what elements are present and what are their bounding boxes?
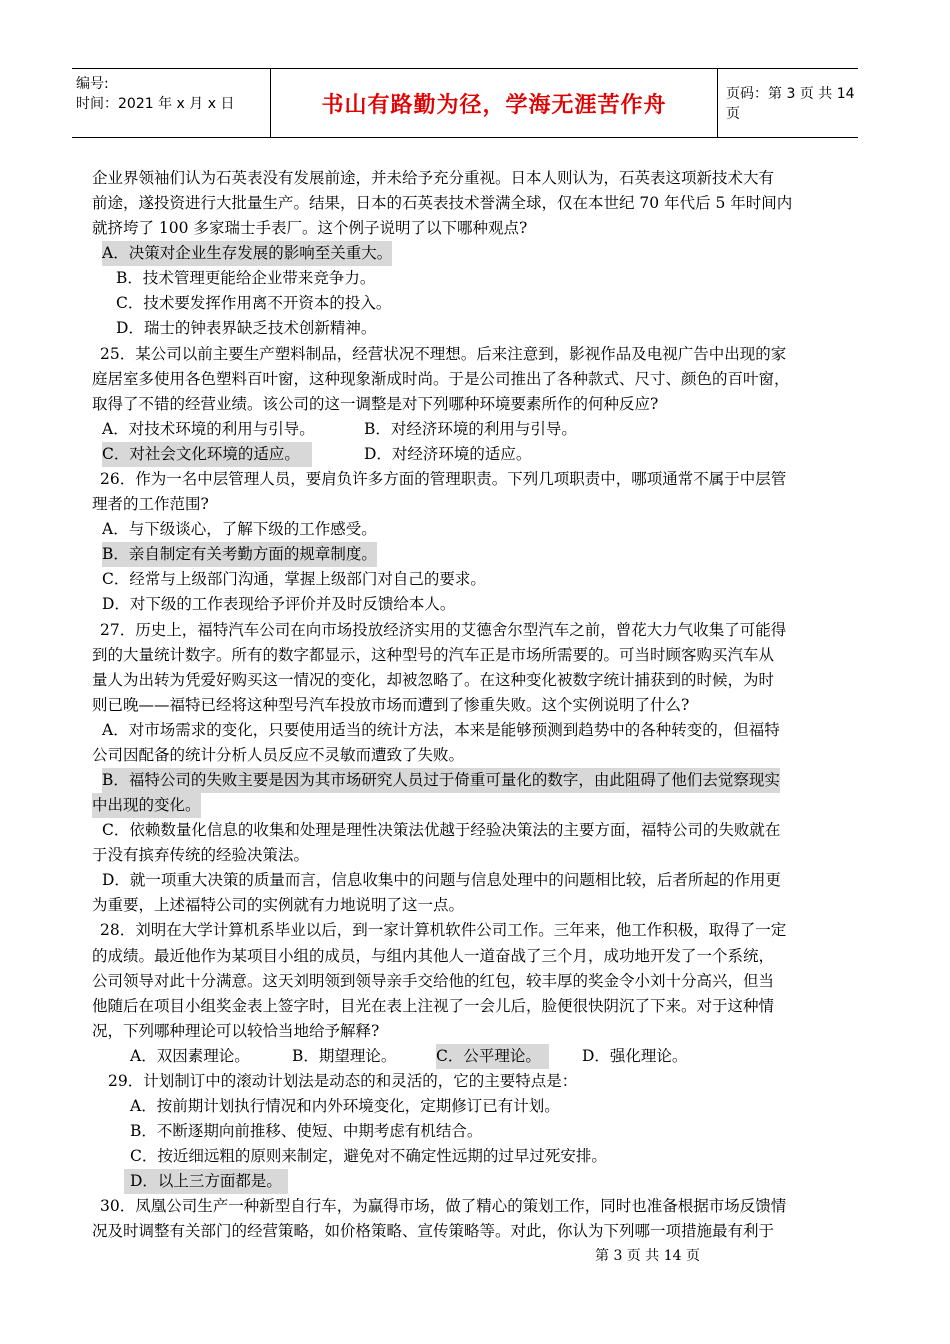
answer-option: A．按前期计划执行情况和内外环境变化，定期修订已有计划。 <box>130 1097 560 1115</box>
answer-option: A．对市场需求的变化，只要使用适当的统计方法，本来是能够预测到趋势中的各种转变的，但福特 <box>102 721 780 739</box>
date-label: 时间：2021 年 x 月 x 日 <box>76 96 235 112</box>
text-line: 理者的工作范围? <box>92 495 209 513</box>
text-line: 于没有摈弃传统的经验决策法。 <box>92 846 310 864</box>
header-left-cell <box>72 69 270 137</box>
answer-option: B．对经济环境的利用与引导。 <box>364 420 577 438</box>
answer-option: B．期望理论。 <box>292 1047 397 1065</box>
text-line: 为重要，上述福特公司的实例就有力地说明了这一点。 <box>92 896 465 914</box>
answer-option: C．经常与上级部门沟通，掌握上级部门对自己的要求。 <box>102 570 486 588</box>
serial-number-label: 编号: <box>76 76 109 92</box>
answer-option: C．依赖数量化信息的收集和处理是理性决策法优越于经验决策法的主要方面，福特公司的失败就在 <box>102 821 781 839</box>
answer-option: B．不断逐期向前推移、使短、中期考虑有机结合。 <box>130 1122 483 1140</box>
question-line: 30．凤凰公司生产一种新型自行车，为赢得市场，做了精心的策划工作，同时也准备根据市场反馈情 <box>100 1197 787 1215</box>
text-line: 他随后在项目小组奖金表上签字时，目光在表上注视了一会儿后，脸便很快阴沉了下来。对于这种情 <box>92 997 775 1015</box>
text-line: 的成绩。最近他作为某项目小组的成员，与组内其他人一道奋战了三个月，成功地开发了一个系统， <box>92 947 775 965</box>
question-line: 26．作为一名中层管理人员，要肩负许多方面的管理职责。下列几项职责中，哪项通常不属于中层管 <box>100 470 787 488</box>
answer-option-highlighted: B．福特公司的失败主要是因为其市场研究人员过于倚重可量化的数字，由此阻碍了他们去觉察现实 <box>102 768 780 793</box>
header-motto-cell <box>270 69 718 137</box>
answer-option-highlighted: C．公平理论。 <box>436 1044 549 1069</box>
question-line: 25．某公司以前主要生产塑料制品，经营状况不理想。后来注意到，影视作品及电视广告中出现的家 <box>100 345 787 363</box>
text-line: 到的大量统计数字。所有的数字都显示，这种型号的汽车正是市场所需要的。可当时顾客购买汽车从 <box>92 646 775 664</box>
page-number-label: 页码：第 3 页 共 14 页 <box>726 86 855 122</box>
text-line: 公司因配备的统计分析人员反应不灵敏而遭致了失败。 <box>92 746 465 764</box>
text-line: 量人为出转为凭爱好购买这一情况的变化，却被忽略了。在这种变化被数字统计捕获到的时候，为时 <box>92 671 775 689</box>
motto-text: 书山有路勤为径，学海无涯苦作舟 <box>321 92 667 118</box>
text-line: 公司领导对此十分满意。这天刘明领到领导亲手交给他的红包，较丰厚的奖金令小刘十分高兴，但当 <box>92 972 775 990</box>
text-line: 企业界领袖们认为石英表没有发展前途，并未给予充分重视。日本人则认为，石英表这项新技术大有 <box>92 169 775 187</box>
answer-option: D．就一项重大决策的质量而言，信息收集中的问题与信息处理中的问题相比较，后者所起的作用更 <box>102 871 781 889</box>
question-line: 29．计划制订中的滚动计划法是动态的和灵活的，它的主要特点是： <box>108 1072 578 1090</box>
answer-option-highlighted: C．对社会文化环境的适应。 <box>102 442 312 467</box>
answer-option: A．双因素理论。 <box>130 1047 250 1065</box>
text-line: 况，下列哪种理论可以较恰当地给予解释? <box>92 1022 380 1040</box>
answer-option-highlighted: 中出现的变化。 <box>92 793 201 818</box>
question-line: 27．历史上，福特汽车公司在向市场投放经济实用的艾德舍尔型汽车之前，曾花大力气收集了可能得 <box>100 621 787 639</box>
answer-option: C．按近细远粗的原则来制定，避免对不确定性远期的过早过死安排。 <box>130 1147 607 1165</box>
question-line: 28．刘明在大学计算机系毕业以后，到一家计算机软件公司工作。三年来，他工作积极，取得了一定 <box>100 921 787 939</box>
answer-option: D．对下级的工作表现给予评价并及时反馈给本人。 <box>102 595 456 613</box>
page-header <box>72 68 858 138</box>
text-line: 则已晚——福特已经将这种型号汽车投放市场而遭到了惨重失败。这个实例说明了什么? <box>92 696 690 714</box>
text-line: 取得了不错的经营业绩。该公司的这一调整是对下列哪种环境要素所作的何种反应? <box>92 395 659 413</box>
answer-option: B．技术管理更能给企业带来竞争力。 <box>116 269 376 287</box>
text-line: 庭居室多使用各色塑料百叶窗，这种现象渐成时尚。于是公司推出了各种款式、尺寸、颜色的百叶窗， <box>92 370 790 388</box>
answer-option: D．瑞士的钟表界缺乏技术创新精神。 <box>116 319 377 337</box>
answer-option-highlighted: A．决策对企业生存发展的影响至关重大。 <box>102 241 392 266</box>
answer-option: D．强化理论。 <box>582 1047 688 1065</box>
text-line: 前途，遂投资进行大批量生产。结果，日本的石英表技术誉满全球，仅在本世纪 70 年代后 5 年时间内 <box>92 194 793 212</box>
header-right-cell <box>716 69 858 137</box>
answer-option: D．对经济环境的适应。 <box>364 445 532 463</box>
page-footer: 第 3 页 共 14 页 <box>595 1248 700 1264</box>
text-line: 就挤垮了 100 多家瑞士手表厂。这个例子说明了以下哪种观点? <box>92 219 528 237</box>
answer-option-highlighted: D．以上三方面都是。 <box>124 1169 288 1194</box>
answer-option: A．与下级谈心，了解下级的工作感受。 <box>102 520 377 538</box>
answer-option: A．对技术环境的利用与引导。 <box>102 420 315 438</box>
answer-option-highlighted: B．亲自制定有关考勤方面的规章制度。 <box>102 542 377 567</box>
answer-option: C．技术要发挥作用离不开资本的投入。 <box>116 294 392 312</box>
text-line: 况及时调整有关部门的经营策略，如价格策略、宣传策略等。对此，你认为下列哪一项措施最有利于 <box>92 1222 775 1240</box>
